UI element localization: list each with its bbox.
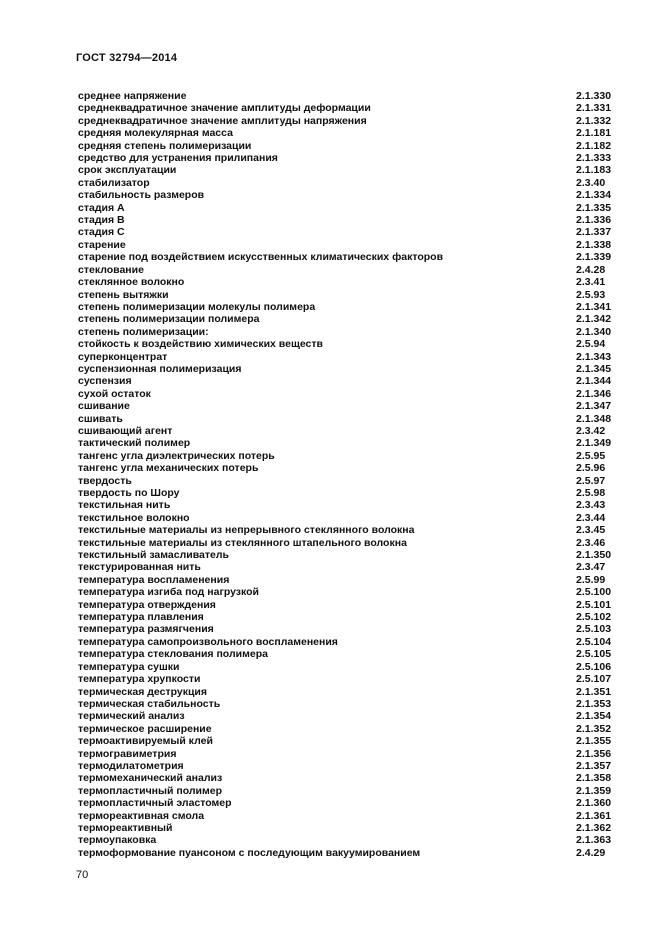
entry-ref: 2.3.46	[576, 536, 606, 549]
entry-ref: 2.5.105	[576, 648, 612, 661]
entry-term: средняя степень полимеризации	[78, 139, 252, 152]
entry-term: термогравиметрия	[78, 747, 177, 760]
entry-term: твердость по Шору	[78, 487, 180, 499]
index-entry	[78, 648, 633, 660]
entry-ref: 2.1.338	[576, 238, 612, 251]
index-entry	[78, 351, 633, 363]
entry-term: термическая стабильность	[78, 697, 221, 710]
entry-term: текстильные материалы из непрерывного стеклянного волокна	[78, 524, 415, 537]
entry-term: стойкость к воздействию химических веществ	[78, 338, 323, 351]
entry-term: термоупаковка	[78, 834, 157, 847]
entry-ref: 2.5.95	[576, 449, 606, 462]
entry-ref: 2.1.359	[576, 784, 612, 797]
index-entry	[78, 537, 633, 549]
entry-ref: 2.5.100	[576, 586, 612, 599]
entry-ref: 2.5.103	[576, 623, 612, 636]
index-entry	[78, 549, 633, 561]
entry-ref: 2.1.346	[576, 387, 612, 400]
entry-term: степень полимеризации полимера	[78, 313, 260, 326]
entry-ref: 2.1.355	[576, 735, 612, 748]
entry-ref: 2.1.183	[576, 164, 612, 177]
index-entry	[78, 375, 633, 387]
index-entry	[78, 90, 633, 102]
entry-ref: 2.1.336	[576, 214, 612, 227]
index-entry	[78, 251, 633, 263]
index-entry	[78, 400, 633, 412]
entry-ref: 2.1.354	[576, 710, 612, 723]
entry-term: сшивающий агент	[78, 424, 173, 437]
entry-ref: 2.1.339	[576, 251, 612, 264]
index-entry	[78, 623, 633, 635]
index-entry	[78, 822, 633, 834]
index-entry	[78, 462, 633, 474]
entry-ref: 2.1.332	[576, 114, 612, 127]
index-entry	[78, 673, 633, 685]
entry-ref: 2.1.351	[576, 685, 612, 698]
entry-term: температура сушки	[78, 660, 180, 673]
index-entry	[78, 239, 633, 251]
entry-ref: 2.1.330	[576, 90, 612, 102]
entry-ref: 2.5.98	[576, 487, 606, 499]
entry-ref: 2.5.106	[576, 660, 612, 673]
entry-term: термическое расширение	[78, 722, 212, 735]
entry-ref: 2.1.340	[576, 325, 612, 338]
index-entry	[78, 810, 633, 822]
index-entry	[78, 611, 633, 623]
entry-term: термодилатометрия	[78, 759, 184, 772]
index-entry	[78, 772, 633, 784]
index-entry	[78, 636, 633, 648]
index-entry	[78, 437, 633, 449]
entry-term: текстильное волокно	[78, 511, 190, 524]
index-entry	[78, 164, 633, 176]
index-entry	[78, 797, 633, 809]
entry-term: температура хрупкости	[78, 673, 201, 686]
entry-ref: 2.1.349	[576, 437, 612, 450]
entry-ref: 2.1.358	[576, 772, 612, 785]
entry-ref: 2.1.334	[576, 189, 612, 202]
entry-ref: 2.1.345	[576, 362, 612, 375]
entry-ref: 2.1.353	[576, 697, 612, 710]
entry-ref: 2.1.348	[576, 412, 612, 425]
entry-ref: 2.1.182	[576, 139, 612, 152]
index-entry	[78, 214, 633, 226]
entry-term: стабильность размеров	[78, 189, 205, 202]
index-entry	[78, 413, 633, 425]
index-entry	[78, 140, 633, 152]
entry-ref: 2.1.357	[576, 759, 612, 772]
entry-ref: 2.3.42	[576, 424, 606, 437]
entry-ref: 2.5.99	[576, 573, 606, 586]
index-entry	[78, 686, 633, 698]
index-entry	[78, 338, 633, 350]
entry-ref: 2.5.96	[576, 462, 606, 475]
index-entry	[78, 152, 633, 164]
entry-ref: 2.3.43	[576, 499, 606, 512]
index-list	[78, 90, 633, 859]
index-entry	[78, 363, 633, 375]
entry-ref: 2.5.104	[576, 635, 612, 648]
entry-term: стадия C	[78, 226, 125, 239]
entry-ref: 2.1.333	[576, 152, 612, 165]
index-entry	[78, 760, 633, 772]
entry-ref: 2.5.102	[576, 611, 612, 624]
entry-term: температура размягчения	[78, 623, 214, 636]
index-entry	[78, 450, 633, 462]
entry-term: старение	[78, 238, 126, 251]
entry-term: термореактивный	[78, 821, 173, 834]
index-entry	[78, 177, 633, 189]
entry-ref: 2.1.344	[576, 375, 612, 388]
entry-term: температура стеклования полимера	[78, 648, 268, 661]
index-entry	[78, 226, 633, 238]
entry-ref: 2.1.337	[576, 226, 612, 239]
entry-term: текстильные материалы из стеклянного штапельного волокна	[78, 536, 407, 549]
entry-term: термомеханический анализ	[78, 772, 223, 785]
entry-ref: 2.1.335	[576, 201, 612, 214]
entry-ref: 2.1.343	[576, 350, 612, 363]
entry-ref: 2.5.101	[576, 598, 612, 611]
index-entry	[78, 264, 633, 276]
entry-term: средняя молекулярная масса	[78, 127, 233, 140]
index-entry	[78, 276, 633, 288]
entry-term: температура плавления	[78, 611, 204, 624]
index-entry	[78, 425, 633, 437]
index-entry	[78, 512, 633, 524]
entry-ref: 2.5.107	[576, 673, 612, 686]
entry-ref: 2.5.94	[576, 338, 606, 351]
index-entry	[78, 748, 633, 760]
entry-ref: 2.5.97	[576, 474, 606, 487]
entry-term: тактический полимер	[78, 437, 191, 450]
entry-term: температура воспламенения	[78, 573, 230, 586]
entry-term: термический анализ	[78, 710, 185, 723]
index-entry	[78, 289, 633, 301]
index-entry	[78, 561, 633, 573]
entry-term: тангенс угла диэлектрических потерь	[78, 449, 275, 462]
index-entry	[78, 599, 633, 611]
entry-ref: 2.3.45	[576, 524, 606, 537]
entry-term: текстурированная нить	[78, 561, 201, 574]
entry-ref: 2.4.28	[576, 263, 606, 276]
entry-term: температура самопроизвольного воспламенения	[78, 635, 338, 648]
entry-ref: 2.1.356	[576, 747, 612, 760]
index-entry	[78, 574, 633, 586]
entry-term: термоактивируемый клей	[78, 735, 213, 748]
index-entry	[78, 661, 633, 673]
index-entry	[78, 301, 633, 313]
entry-term: твердость	[78, 474, 132, 487]
entry-term: суперконцентрат	[78, 350, 168, 363]
entry-ref: 2.3.40	[576, 176, 606, 189]
entry-ref: 2.1.342	[576, 313, 612, 326]
entry-ref: 2.1.331	[576, 102, 612, 115]
index-entry	[78, 388, 633, 400]
entry-ref: 2.1.361	[576, 809, 612, 822]
index-entry	[78, 524, 633, 536]
entry-term: старение под воздействием искусственных климатических факторов	[78, 251, 444, 264]
entry-ref: 2.3.41	[576, 276, 606, 289]
entry-term: срок эксплуатации	[78, 164, 177, 177]
entry-term: текстильный замасливатель	[78, 549, 229, 562]
entry-term: текстильная нить	[78, 499, 171, 512]
page-number: 70	[76, 869, 89, 881]
index-entry	[78, 698, 633, 710]
entry-term: тангенс угла механических потерь	[78, 462, 259, 475]
entry-ref: 2.1.363	[576, 834, 612, 847]
entry-ref: 2.5.93	[576, 288, 606, 301]
entry-term: стадия A	[78, 201, 125, 214]
index-entry	[78, 834, 633, 846]
entry-term: термореактивная смола	[78, 809, 205, 822]
entry-term: термоформование пуансоном с последующим вакуумированием	[78, 846, 421, 859]
entry-term: среднеквадратичное значение амплитуды деформации	[78, 102, 371, 115]
entry-term: температура отверждения	[78, 598, 216, 611]
entry-term: температура изгиба под нагрузкой	[78, 586, 260, 599]
entry-ref: 2.4.29	[576, 846, 606, 859]
index-entry	[78, 115, 633, 127]
entry-term: среднее напряжение	[78, 90, 187, 102]
index-entry	[78, 202, 633, 214]
entry-term: степень полимеризации молекулы полимера	[78, 300, 316, 313]
index-entry	[78, 487, 633, 499]
entry-term: степень полимеризации:	[78, 325, 209, 338]
entry-ref: 2.1.347	[576, 400, 612, 413]
entry-term: суспензионная полимеризация	[78, 362, 242, 375]
entry-ref: 2.1.352	[576, 722, 612, 735]
entry-term: стеклование	[78, 263, 144, 276]
index-entry	[78, 710, 633, 722]
index-entry	[78, 189, 633, 201]
index-entry	[78, 847, 633, 859]
entry-term: среднеквадратичное значение амплитуды напряжения	[78, 114, 367, 127]
entry-term: термопластичный полимер	[78, 784, 223, 797]
index-entry	[78, 499, 633, 511]
index-entry	[78, 313, 633, 325]
index-entry	[78, 586, 633, 598]
entry-ref: 2.1.362	[576, 821, 612, 834]
document-header: ГОСТ 32794—2014	[76, 52, 178, 64]
entry-term: стеклянное волокно	[78, 276, 185, 289]
entry-term: сшивать	[78, 412, 123, 425]
entry-ref: 2.3.44	[576, 511, 606, 524]
index-entry	[78, 102, 633, 114]
index-entry	[78, 475, 633, 487]
entry-term: степень вытяжки	[78, 288, 169, 301]
entry-term: стадия B	[78, 214, 125, 227]
entry-ref: 2.1.350	[576, 549, 612, 562]
entry-term: средство для устранения прилипания	[78, 152, 278, 165]
entry-term: стабилизатор	[78, 176, 150, 189]
index-entry	[78, 785, 633, 797]
index-entry	[78, 735, 633, 747]
index-entry	[78, 326, 633, 338]
index-entry	[78, 127, 633, 139]
entry-term: сухой остаток	[78, 387, 151, 400]
entry-term: сшивание	[78, 400, 130, 413]
entry-term: термическая деструкция	[78, 685, 208, 698]
index-entry	[78, 723, 633, 735]
entry-term: термопластичный эластомер	[78, 797, 232, 810]
entry-ref: 2.1.360	[576, 797, 612, 810]
entry-ref: 2.3.47	[576, 561, 606, 574]
entry-ref: 2.1.341	[576, 300, 612, 313]
entry-ref: 2.1.181	[576, 127, 612, 140]
entry-term: суспензия	[78, 375, 132, 388]
